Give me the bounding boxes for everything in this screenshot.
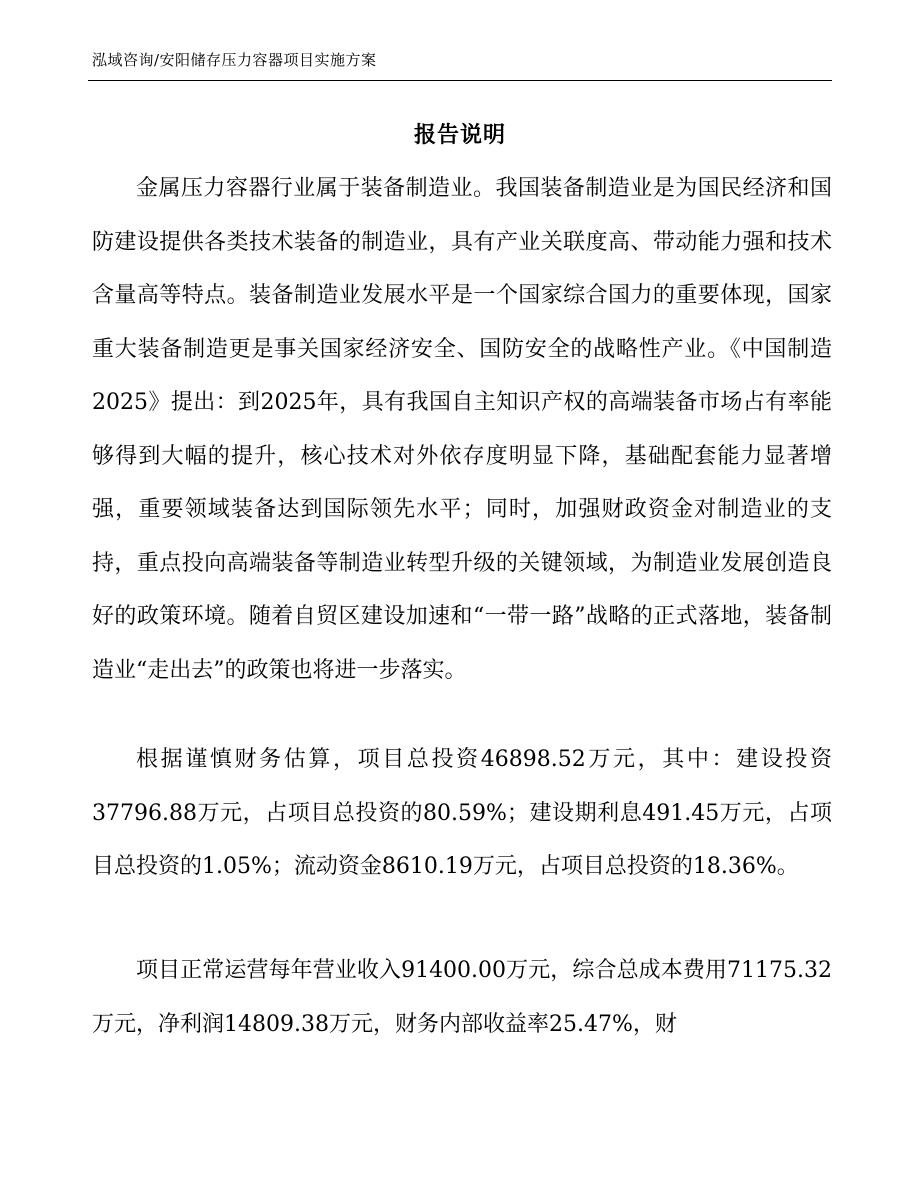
- paragraph-industry-overview: 金属压力容器行业属于装备制造业。我国装备制造业是为国民经济和国防建设提供各类技术装备的制造业，具有产业关联度高、带动能力强和技术含量高等特点。装备制造业发展水平是一个国家综合国力的重要体现，国家重大装备制造更是事关国家经济安全、国防安全的战略性产业。《中国制造2025》提出：到2025年，具有我国自主知识产权的高端装备市场占有率能够得到大幅的提升，核心技术对外依存度明显下降，基础配套能力显著增强，重要领域装备达到国际领先水平；同时，加强财政资金对制造业的支持，重点投向高端装备等制造业转型升级的关键领域，为制造业发展创造良好的政策环境。随着自贸区建设加速和“一带一路”战略的正式落地，装备制造业“走出去”的政策也将进一步落实。: [92, 176, 832, 683]
- paragraph-operating-revenue: 项目正常运营每年营业收入91400.00万元，综合总成本费用71175.32万元，净利润14809.38万元，财务内部收益率25.47%，财: [92, 958, 832, 1037]
- paragraph-investment-estimate: 根据谨慎财务估算，项目总投资46898.52万元，其中：建设投资37796.88万元，占项目总投资的80.59%；建设期利息491.45万元，占项目总投资的1.05%；流动资金8610.19万元，占项目总投资的18.36%。: [92, 747, 832, 879]
- section-title: 报告说明: [413, 122, 506, 148]
- header-divider: [88, 80, 832, 81]
- running-header: 泓域咨询/安阳储存压力容器项目实施方案: [92, 51, 377, 69]
